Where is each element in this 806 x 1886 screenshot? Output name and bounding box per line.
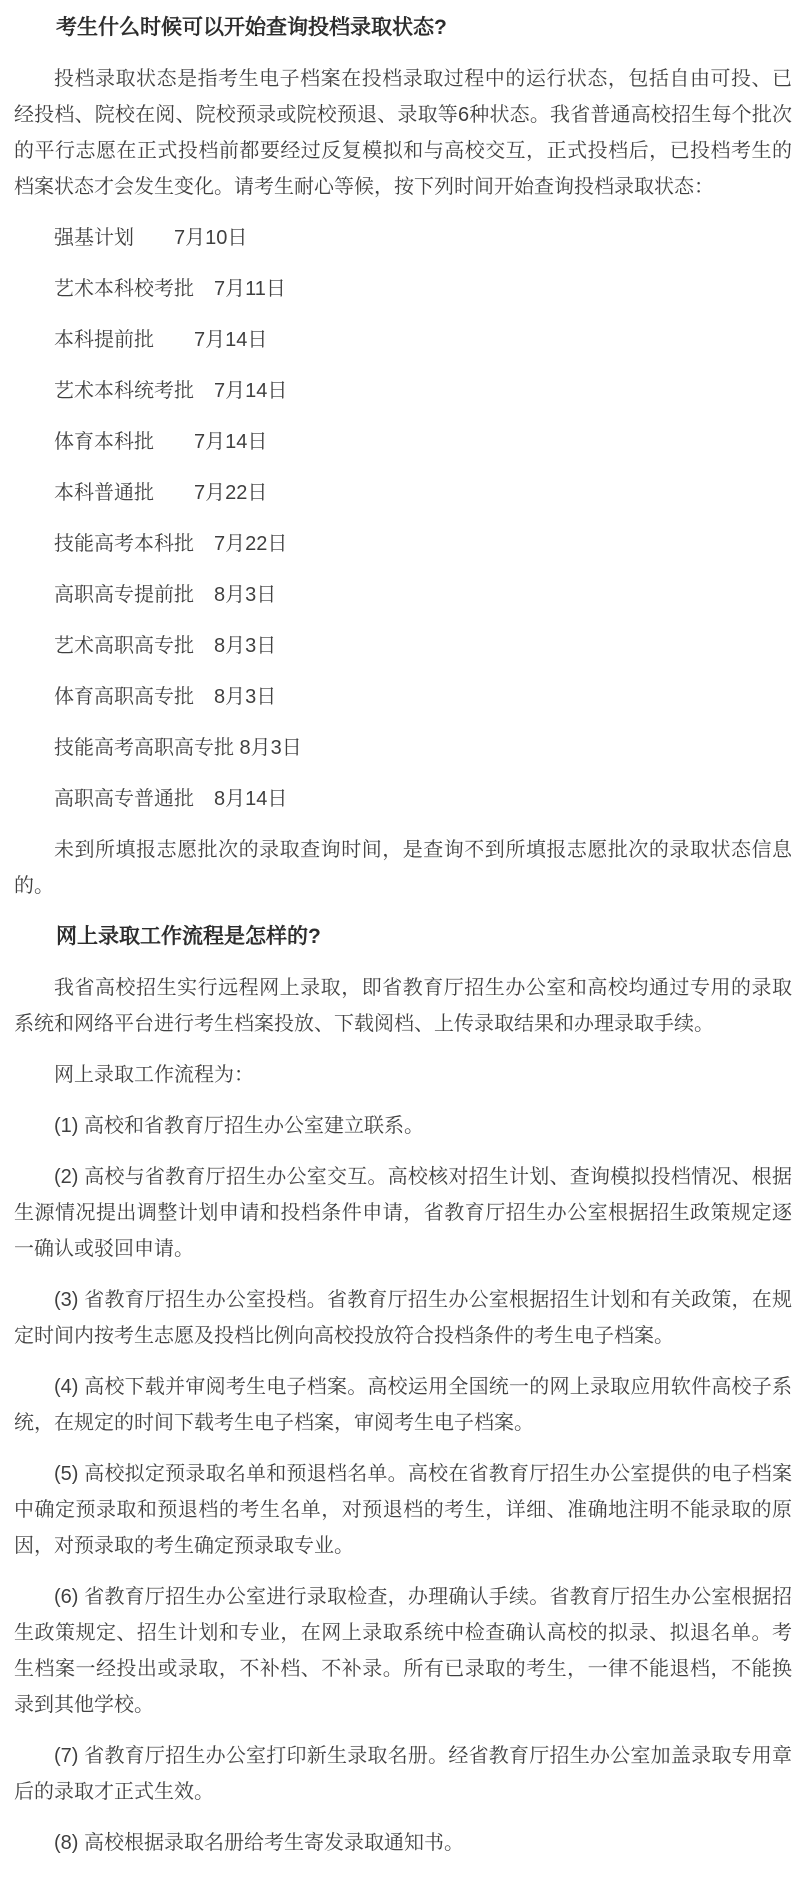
process-step-6: (6) 省教育厅招生办公室进行录取检查，办理确认手续。省教育厅招生办公室根据招生政策规定、招生计划和专业，在网上录取系统中检查确认高校的拟录、拟退名单。考生档案一经投出或录取，不补档、不补录。所有已录取的考生，一律不能退档，不能换录到其他学校。 (14, 1586, 792, 1716)
process-step-7: (7) 省教育厅招生办公室打印新生录取名册。经省教育厅招生办公室加盖录取专用章后的录取才正式生效。 (14, 1745, 792, 1803)
section-heading-online-admission-process: 网上录取工作流程是怎样的? (56, 925, 321, 948)
schedule-item-undergrad-regular: 本科普通批 7月22日 (54, 482, 268, 504)
schedule-item-pe-undergrad: 体育本科批 7月14日 (54, 431, 268, 453)
schedule-item-vocational-regular: 高职高专普通批 8月14日 (54, 788, 288, 810)
schedule-item-art-vocational: 艺术高职高专批 8月3日 (54, 635, 277, 657)
schedule-item-qiangji: 强基计划 7月10日 (54, 227, 248, 249)
schedule-item-vocational-early: 高职高专提前批 8月3日 (54, 584, 277, 606)
process-step-3: (3) 省教育厅招生办公室投档。省教育厅招生办公室根据招生计划和有关政策，在规定时间内按考生志愿及投档比例向高校投放符合投档条件的考生电子档案。 (14, 1289, 792, 1347)
process-step-1: (1) 高校和省教育厅招生办公室建立联系。 (54, 1115, 424, 1137)
process-step-8: (8) 高校根据录取名册给考生寄发录取通知书。 (54, 1832, 464, 1854)
schedule-item-art-undergrad-school-exam: 艺术本科校考批 7月11日 (54, 278, 286, 300)
process-step-4: (4) 高校下载并审阅考生电子档案。高校运用全国统一的网上录取应用软件高校子系统，在规定的时间下载考生电子档案，审阅考生电子档案。 (14, 1376, 792, 1434)
schedule-note-paragraph: 未到所填报志愿批次的录取查询时间，是查询不到所填报志愿批次的录取状态信息的。 (14, 839, 792, 897)
process-step-2: (2) 高校与省教育厅招生办公室交互。高校核对招生计划、查询模拟投档情况、根据生源情况提出调整计划申请和投档条件申请，省教育厅招生办公室根据招生政策规定逐一确认或驳回申请。 (14, 1166, 792, 1260)
schedule-item-art-undergrad-unified-exam: 艺术本科统考批 7月14日 (54, 380, 288, 402)
process-step-5: (5) 高校拟定预录取名单和预退档名单。高校在省教育厅招生办公室提供的电子档案中确定预录取和预退档的考生名单，对预退档的考生，详细、准确地注明不能录取的原因，对预录取的考生确定预录取专业。 (14, 1463, 792, 1557)
schedule-item-pe-vocational: 体育高职高专批 8月3日 (54, 686, 277, 708)
schedule-item-undergrad-early: 本科提前批 7月14日 (54, 329, 268, 351)
section-heading-query-status-time: 考生什么时候可以开始查询投档录取状态? (56, 16, 447, 39)
process-list-label: 网上录取工作流程为： (54, 1064, 254, 1086)
schedule-item-skills-exam-undergrad: 技能高考本科批 7月22日 (54, 533, 288, 555)
schedule-item-skills-exam-vocational: 技能高考高职高专批 8月3日 (54, 737, 302, 759)
online-admission-intro-paragraph: 我省高校招生实行远程网上录取，即省教育厅招生办公室和高校均通过专用的录取系统和网络平台进行考生档案投放、下载阅档、上传录取结果和办理录取手续。 (14, 977, 792, 1035)
query-status-intro-paragraph: 投档录取状态是指考生电子档案在投档录取过程中的运行状态，包括自由可投、已经投档、院校在阅、院校预录或院校预退、录取等6种状态。我省普通高校招生每个批次的平行志愿在正式投档前都要经过反复模拟和与高校交互，正式投档后，已投档考生的档案状态才会发生变化。请考生耐心等候，按下列时间开始查询投档录取状态： (14, 68, 792, 198)
